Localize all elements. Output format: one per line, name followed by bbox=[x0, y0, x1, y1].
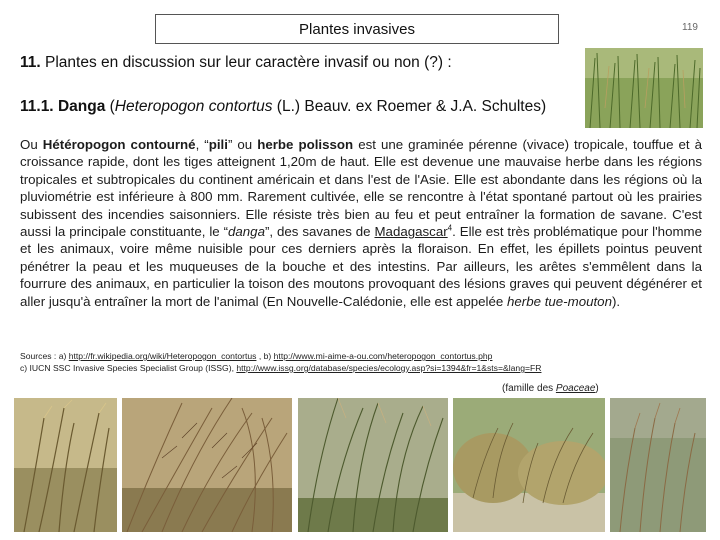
source-link-b[interactable]: http://www.mi-aime-a-ou.com/heteropogon_contortus.php bbox=[273, 351, 493, 361]
sources-separator: , b) bbox=[256, 351, 274, 361]
grass-photo-2 bbox=[122, 398, 292, 532]
source-link-a[interactable]: http://fr.wikipedia.org/wiki/Heteropogon_contortus bbox=[68, 351, 257, 361]
section-title: Plantes en discussion sur leur caractère invasif ou non (?) : bbox=[45, 54, 452, 71]
common-name-bold: herbe polisson bbox=[257, 137, 354, 152]
footnote-ref: 4 bbox=[447, 223, 453, 233]
italic-term: danga bbox=[228, 224, 265, 240]
sources-prefix-c: c) IUCN SSC Invasive Species Specialist Group (ISSG), bbox=[20, 363, 237, 373]
header-title: Plantes invasives bbox=[299, 20, 415, 38]
page-number: 119 bbox=[682, 22, 698, 33]
source-link-c[interactable]: http://www.issg.org/database/species/ecology.asp?si=1394&fr=1&sts=&lang=FR bbox=[236, 363, 542, 373]
sources-line-1 bbox=[20, 350, 710, 362]
caption-prefix: (famille des bbox=[502, 383, 556, 394]
grass-photo-top-right bbox=[585, 48, 703, 128]
grass-photo-5 bbox=[610, 398, 706, 532]
grass-photo-4 bbox=[453, 398, 605, 532]
family-caption bbox=[502, 383, 599, 394]
subsection-heading bbox=[20, 98, 546, 116]
sources-line-2 bbox=[20, 362, 710, 374]
header-title-box bbox=[155, 14, 559, 44]
subsection-name: Danga bbox=[57, 98, 106, 115]
body-text-run: , “ bbox=[195, 137, 209, 152]
section-heading bbox=[20, 54, 452, 72]
common-name-bold: Hétéropogon contourné bbox=[42, 137, 196, 152]
grass-photo-1 bbox=[14, 398, 117, 532]
body-text-run: est une graminée pérenne (vivace) tropicale, touffue et à croissance rapide, dont les tiges atteignent 1,20m de haut. Elle est devenue une mauvaise herbe dans les régions tropicales et subtropicales du continent américain et dans l'est de l'Asie. Elle est abondante dans les régions où la pluviométrie est inférieure à 800 mm. Rarement cultivée, elle se rencontre à l'état spontané partout où les prairies subissent des incendies saisonniers. Elle résiste très bien au feu et peut entraîner la formation de savane. C'est aussi la principale constituante, le “ bbox=[20, 137, 703, 240]
scientific-name: Heteropogon contortus bbox=[114, 98, 273, 115]
italic-term: herbe tue-mouton bbox=[507, 293, 612, 309]
subsection-number: 11.1. bbox=[20, 98, 54, 115]
grass-photo-3 bbox=[298, 398, 448, 532]
madagascar-link[interactable]: Madagascar bbox=[374, 224, 448, 240]
authority: (L.) Beauv. ex Roemer & J.A. Schultes) bbox=[276, 98, 547, 115]
body-text-run: ). bbox=[611, 293, 621, 309]
sources-block bbox=[20, 350, 710, 374]
common-name-bold: pili bbox=[208, 137, 228, 152]
section-number: 11. bbox=[20, 54, 41, 71]
body-text-run: Ou bbox=[20, 137, 43, 152]
paren-open: ( bbox=[109, 98, 115, 115]
caption-suffix: ) bbox=[595, 383, 599, 394]
body-paragraph bbox=[20, 136, 702, 310]
body-text-run: . Elle est très problématique pour l'homme et les animaux, voire même nuisible pour ces derniers après la floraison. En effet, les épillets pointus peuvent pénétrer la peau et les muqueuses de la bouche et des intestins. Par ailleurs, les arêtes s'emmêlent dans la fourrure des animaux, en particulier la toison des moutons provoquant des lésions graves qui peuvent dégénérer et aller jusqu'à entraîner la mort de l'animal (En Nouvelle-Calédonie, elle est appelée bbox=[20, 224, 703, 309]
sources-prefix: Sources : a) bbox=[20, 351, 69, 361]
body-text-run: ”, des savanes de bbox=[264, 224, 375, 240]
family-link[interactable]: Poaceae bbox=[555, 383, 596, 394]
body-text-run: ” ou bbox=[227, 137, 258, 152]
